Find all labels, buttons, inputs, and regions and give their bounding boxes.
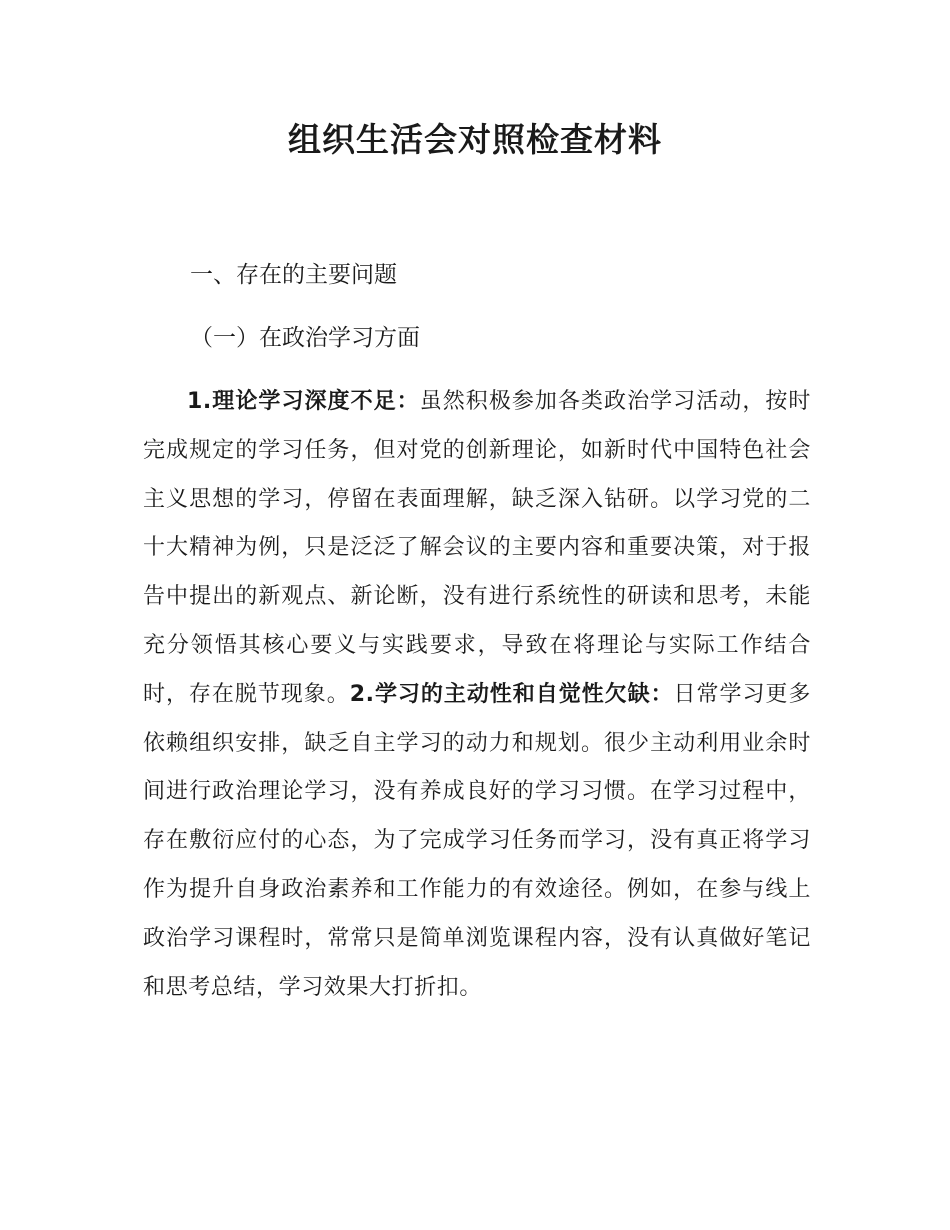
item-1-text: 虽然积极参加各类政治学习活动，按时完成规定的学习任务，但对党的创新理论，如新时代中国特色社会主义思想的学习，停留在表面理解，缺乏深入钻研。以学习党的二十大精神为例，只是泛泛了解会议的主要内容和重要决策，对于报告中提出的新观点、新论断，没有进行系统性的研读和思考，未能充分领悟其核心要义与实践要求，导致在将理论与实际工作结合时，存在脱节现象。 xyxy=(143,389,812,707)
item-1-label: 1.理论学习深度不足： xyxy=(187,389,420,414)
section-heading: 一、存在的主要问题 xyxy=(190,262,397,288)
document-title: 组织生活会对照检查材料 xyxy=(288,120,662,159)
item-2-label: 2.学习的主动性和自觉性欠缺： xyxy=(349,681,674,707)
item-2-text: 日常学习更多依赖组织安排，缺乏自主学习的动力和规划。很少主动利用业余时间进行政治理论学习，没有养成良好的学习习惯。在学习过程中，存在敷衍应付的心态，为了完成学习任务而学习，没有真正将学习作为提升自身政治素养和工作能力的有效途径。例如，在参与线上政治学习课程时，常常只是简单浏览课程内容，没有认真做好笔记和思考总结，学习效果大打折扣。 xyxy=(143,681,811,1000)
subsection-heading: （一）在政治学习方面 xyxy=(190,325,420,351)
body-paragraph xyxy=(143,378,811,1012)
